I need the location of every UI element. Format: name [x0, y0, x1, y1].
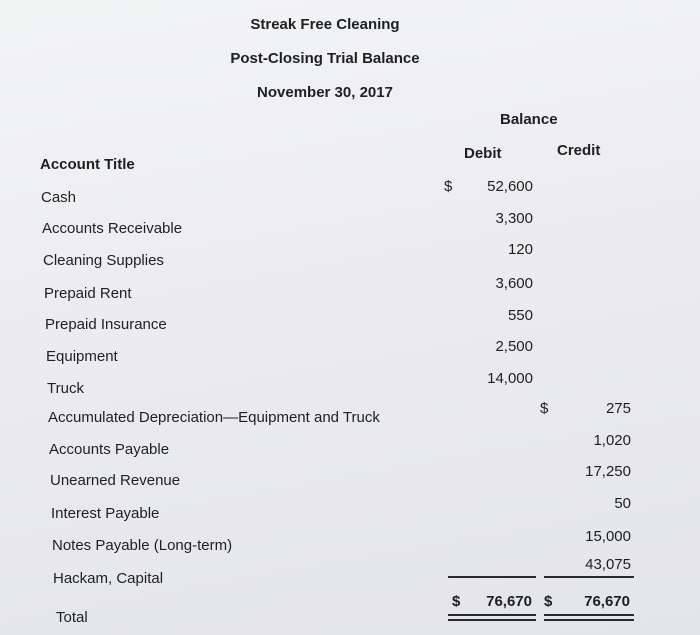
debit-double-rule-bottom	[448, 619, 536, 621]
credit-double-rule-top	[544, 614, 634, 616]
credit-unearned-revenue: 17,250	[585, 463, 631, 480]
account-title-equipment: Equipment	[46, 348, 118, 365]
account-title-prepaid-rent: Prepaid Rent	[44, 285, 132, 302]
debit-truck: 14,000	[487, 370, 533, 387]
account-title-header: Account Title	[40, 156, 135, 173]
credit-header: Credit	[557, 142, 601, 159]
credit-accounts-payable: 1,020	[593, 432, 631, 449]
total-credit-dollar-sign: $	[544, 593, 553, 610]
account-title-truck: Truck	[47, 380, 84, 397]
account-title-prepaid-insurance: Prepaid Insurance	[45, 316, 167, 333]
debit-dollar-sign: $	[444, 178, 453, 195]
debit-accounts-receivable: 3,300	[495, 210, 533, 227]
debit-prepaid-rent: 3,600	[495, 275, 533, 292]
report-date: November 30, 2017	[257, 84, 393, 101]
debit-equipment: 2,500	[495, 338, 533, 355]
account-title-accounts-receivable: Accounts Receivable	[42, 220, 183, 237]
account-title-capital: Hackam, Capital	[53, 570, 164, 587]
report-title: Post-Closing Trial Balance	[230, 50, 420, 67]
credit-capital: 43,075	[585, 556, 631, 573]
total-label: Total	[56, 609, 88, 626]
account-title-accounts-payable: Accounts Payable	[49, 441, 170, 458]
credit-dollar-sign: $	[540, 400, 549, 417]
credit-double-rule-bottom	[544, 619, 634, 621]
debit-double-rule-top	[448, 614, 536, 616]
balance-header: Balance	[500, 111, 558, 128]
debit-total-rule	[448, 576, 536, 578]
credit-accumulated-depreciation: 275	[605, 400, 631, 417]
credit-total-rule	[544, 576, 634, 578]
debit-prepaid-insurance: 550	[507, 307, 533, 324]
account-title-interest-payable: Interest Payable	[51, 505, 160, 522]
debit-cleaning-supplies: 120	[507, 241, 533, 258]
credit-interest-payable: 50	[614, 495, 631, 512]
total-credit: 76,670	[584, 593, 630, 610]
credit-notes-payable: 15,000	[585, 528, 631, 545]
account-title-unearned-revenue: Unearned Revenue	[50, 472, 181, 489]
account-title-notes-payable: Notes Payable (Long-term)	[52, 537, 233, 554]
total-debit-dollar-sign: $	[452, 593, 461, 610]
total-debit: 76,670	[486, 593, 532, 610]
company-name: Streak Free Cleaning	[250, 16, 400, 33]
debit-header: Debit	[464, 145, 502, 162]
account-title-cleaning-supplies: Cleaning Supplies	[43, 252, 164, 269]
debit-cash: 52,600	[487, 178, 533, 195]
account-title-accumulated-depreciation: Accumulated Depreciation—Equipment and Truck	[48, 409, 380, 426]
account-title-cash: Cash	[41, 189, 77, 206]
